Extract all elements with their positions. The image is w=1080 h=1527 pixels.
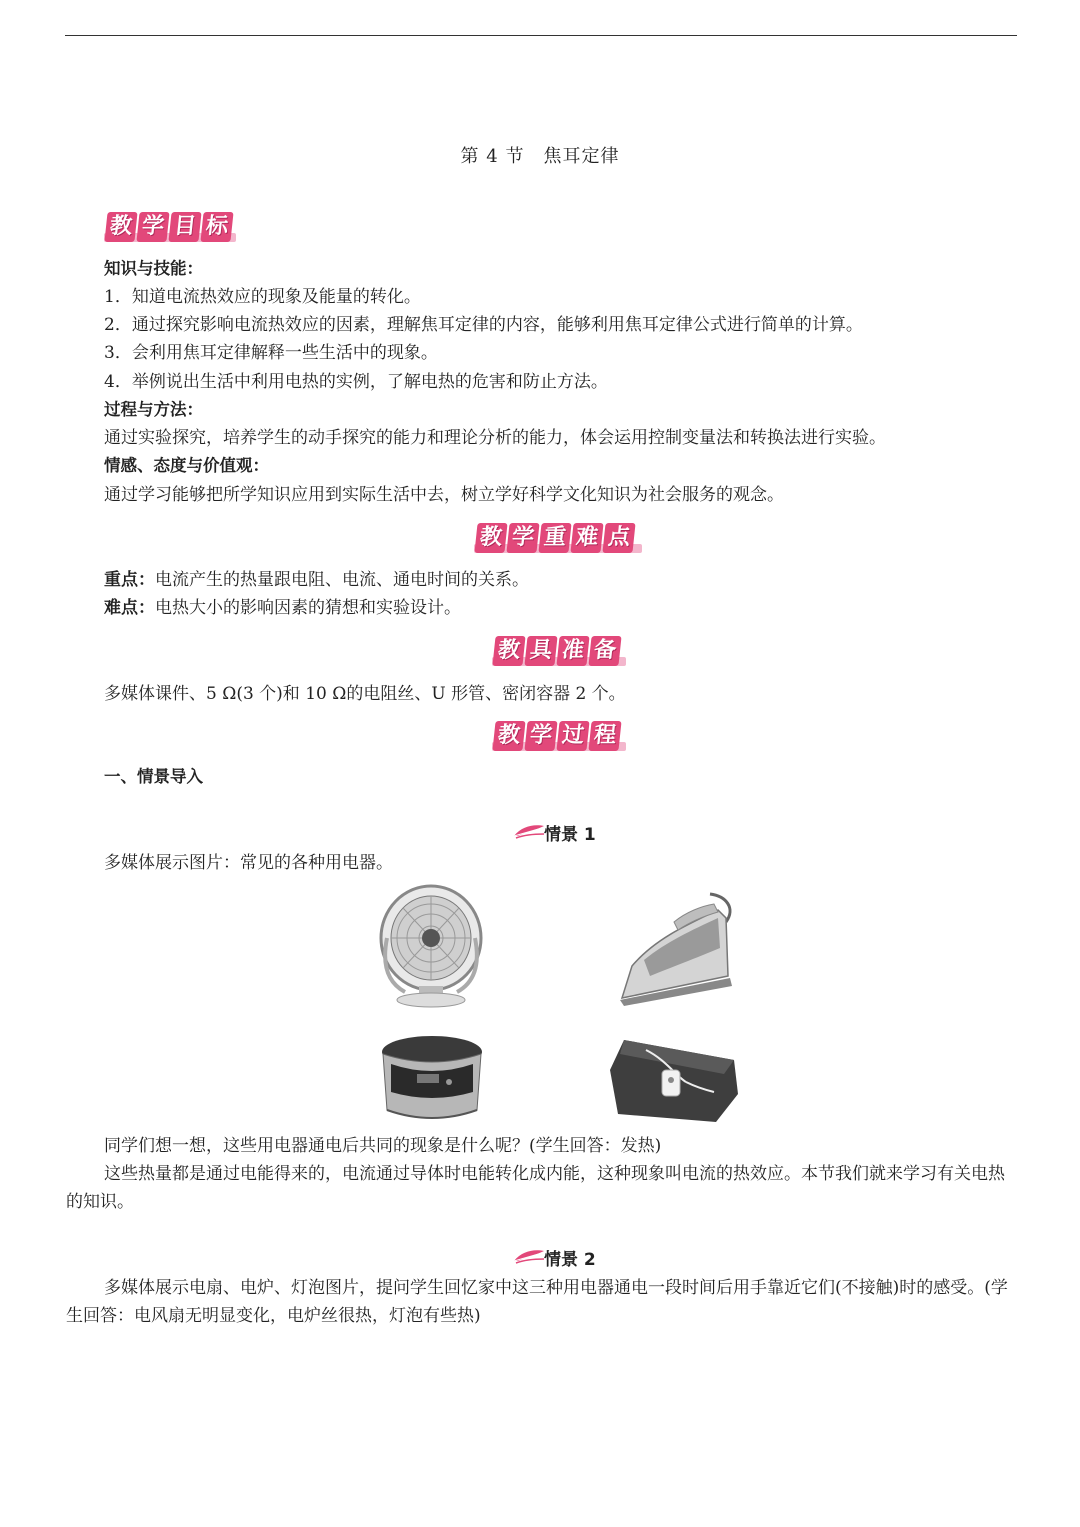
banner-char: 教: [104, 212, 137, 242]
difficulty-label: 难点：: [104, 598, 155, 618]
heater-icon: [375, 882, 487, 1010]
banner-char: 教: [474, 523, 507, 553]
iron-icon: [614, 888, 740, 1010]
header-rule: [65, 35, 1017, 36]
scene1-heading: [512, 820, 612, 846]
scene1-intro: 多媒体展示图片：常见的各种用电器。: [104, 853, 393, 873]
process-banner: [492, 719, 626, 755]
knowledge-item: 2．通过探究影响电流热效应的因素，理解焦耳定律的内容，能够利用焦耳定律公式进行简单的计算。: [104, 315, 863, 335]
banner-char: 学: [506, 523, 539, 553]
banner-char: 过: [556, 721, 589, 751]
focus-text: 电流产生的热量跟电阻、电流、通电时间的关系。: [155, 570, 529, 590]
scene1-question: 同学们想一想，这些用电器通电后共同的现象是什么呢？(学生回答：发热): [104, 1136, 662, 1156]
part1-heading: 一、情景导入: [104, 767, 203, 786]
emotion-text: 通过学习能够把所学知识应用到实际生活中去，树立学好科学文化知识为社会服务的观念。: [104, 485, 784, 505]
focus-label: 重点：: [104, 570, 155, 590]
knowledge-item: 3．会利用焦耳定律解释一些生活中的现象。: [104, 343, 438, 363]
feather-icon: [512, 1247, 546, 1265]
key-points-banner: [474, 521, 642, 557]
banner-char: 重: [538, 523, 571, 553]
banner-char: 准: [556, 636, 589, 666]
scene2-label: 情景 2: [544, 1250, 596, 1270]
scene1-label: 情景 1: [544, 825, 596, 845]
knowledge-item: 4．举例说出生活中利用电热的实例，了解电热的危害和防止方法。: [104, 372, 608, 392]
banner-char: 学: [524, 721, 557, 751]
tools-banner: [492, 634, 626, 670]
banner-char: 教: [492, 721, 525, 751]
banner-char: 点: [602, 523, 635, 553]
difficulty-line: [104, 597, 461, 619]
page-title: 第 4 节 焦耳定律: [460, 146, 620, 167]
scene1-paragraph: 这些热量都是通过电能得来的，电流通过导体时电能转化成内能，这种现象叫电流的热效应。本节我们就来学习有关电热的知识。: [66, 1164, 1005, 1212]
banner-char: 备: [588, 636, 621, 666]
banner-char: 程: [588, 721, 621, 751]
banner-char: 学: [136, 212, 169, 242]
banner-char: 难: [570, 523, 603, 553]
rice-cooker-icon: [377, 1030, 487, 1126]
banner-char: 教: [492, 636, 525, 666]
focus-line: [104, 569, 529, 591]
tools-text: 多媒体课件、5 Ω(3 个)和 10 Ω的电阻丝、U 形管、密闭容器 2 个。: [104, 684, 626, 704]
electric-blanket-icon: [606, 1030, 741, 1128]
banner-char: 具: [524, 636, 557, 666]
knowledge-item: 1．知道电流热效应的现象及能量的转化。: [104, 287, 421, 307]
process-method-heading: 过程与方法：: [104, 400, 203, 419]
objectives-banner: [104, 210, 236, 246]
knowledge-heading: 知识与技能：: [104, 259, 203, 278]
scene2-paragraph: 多媒体展示电扇、电炉、灯泡图片，提问学生回忆家中这三种用电器通电一段时间后用手靠近它们(不接触)时的感受。(学生回答：电风扇无明显变化，电炉丝很热，灯泡有些热): [66, 1278, 1008, 1326]
difficulty-text: 电热大小的影响因素的猜想和实验设计。: [155, 598, 461, 618]
scene2-heading: [512, 1245, 612, 1271]
emotion-heading: 情感、态度与价值观：: [104, 456, 269, 475]
process-method-text: 通过实验探究，培养学生的动手探究的能力和理论分析的能力，体会运用控制变量法和转换法进行实验。: [104, 428, 886, 448]
feather-icon: [512, 822, 546, 840]
banner-char: 目: [168, 212, 201, 242]
banner-char: 标: [200, 212, 233, 242]
